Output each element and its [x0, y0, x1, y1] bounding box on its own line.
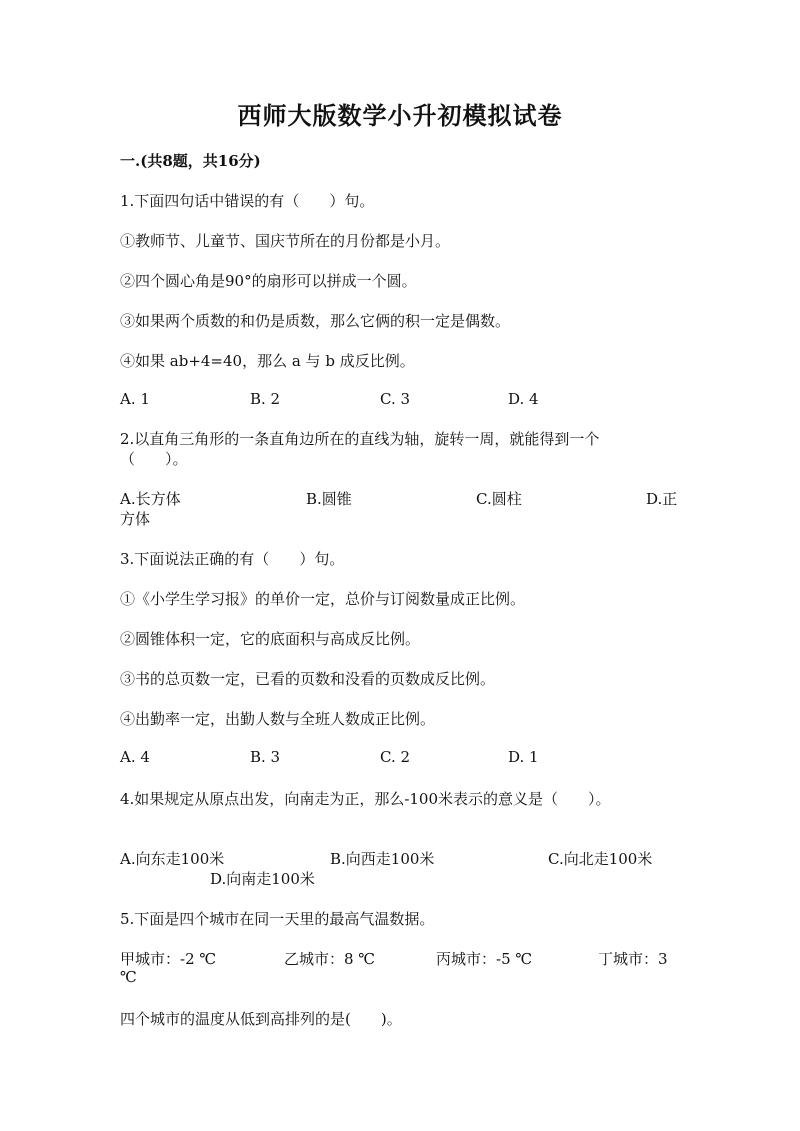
- q3-statement-1: ①《小学生学习报》的单价一定，总价与订阅数量成正比例。: [120, 590, 526, 608]
- q2-option-d[interactable]: D.正: [646, 490, 678, 508]
- q4-option-c[interactable]: C.向北走100米: [548, 850, 653, 868]
- q2-stem-line1: 2.以直角三角形的一条直角边所在的直线为轴，旋转一周，就能得到一个: [120, 430, 600, 448]
- q5-question: 四个城市的温度从低到高排列的是( )。: [120, 1010, 402, 1028]
- q4-option-a[interactable]: A.向东走100米: [120, 850, 225, 868]
- q5-city-a: 甲城市：-2 ℃: [120, 950, 217, 968]
- q2-option-b[interactable]: B.圆锥: [306, 490, 352, 508]
- q1-stem: 1.下面四句话中错误的有（ ）句。: [120, 192, 375, 210]
- q2-option-a[interactable]: A.长方体: [120, 490, 181, 508]
- q3-option-d[interactable]: D. 1: [508, 748, 539, 766]
- q4-option-d[interactable]: D.向南走100米: [210, 870, 315, 888]
- q3-option-b[interactable]: B. 3: [250, 748, 281, 766]
- section-heading: 一.(共8题，共16分): [120, 152, 261, 170]
- q1-statement-4: ④如果 ab+4=40，那么 a 与 b 成反比例。: [120, 352, 415, 370]
- q4-stem: 4.如果规定从原点出发，向南走为正，那么-100米表示的意义是（ ）。: [120, 790, 611, 808]
- q2-option-c[interactable]: C.圆柱: [476, 490, 522, 508]
- q5-city-b: 乙城市：8 ℃: [284, 950, 376, 968]
- q5-city-d-wrap: ℃: [120, 968, 137, 986]
- exam-title: 西师大版数学小升初模拟试卷: [237, 101, 563, 130]
- q1-option-b[interactable]: B. 2: [250, 390, 281, 408]
- q5-stem: 5.下面是四个城市在同一天里的最高气温数据。: [120, 910, 435, 928]
- q3-statement-4: ④出勤率一定，出勤人数与全班人数成正比例。: [120, 710, 436, 728]
- q1-statement-3: ③如果两个质数的和仍是质数，那么它俩的积一定是偶数。: [120, 312, 511, 330]
- q3-statement-2: ②圆锥体积一定，它的底面积与高成反比例。: [120, 630, 421, 648]
- q1-statement-1: ①教师节、儿童节、国庆节所在的月份都是小月。: [120, 232, 451, 250]
- q2-option-d-wrap: 方体: [120, 510, 151, 528]
- q4-option-b[interactable]: B.向西走100米: [330, 850, 435, 868]
- q3-option-c[interactable]: C. 2: [380, 748, 411, 766]
- q1-option-a[interactable]: A. 1: [120, 390, 150, 408]
- q2-stem-line2: （ ）。: [120, 450, 188, 468]
- q1-option-c[interactable]: C. 3: [380, 390, 411, 408]
- q3-option-a[interactable]: A. 4: [120, 748, 150, 766]
- q5-city-c: 丙城市：-5 ℃: [436, 950, 533, 968]
- q3-statement-3: ③书的总页数一定，已看的页数和没看的页数成反比例。: [120, 670, 496, 688]
- q5-city-d: 丁城市：3: [598, 950, 668, 968]
- q1-option-d[interactable]: D. 4: [508, 390, 539, 408]
- q1-statement-2: ②四个圆心角是90°的扇形可以拼成一个圆。: [120, 272, 417, 290]
- q3-stem: 3.下面说法正确的有（ ）句。: [120, 550, 345, 568]
